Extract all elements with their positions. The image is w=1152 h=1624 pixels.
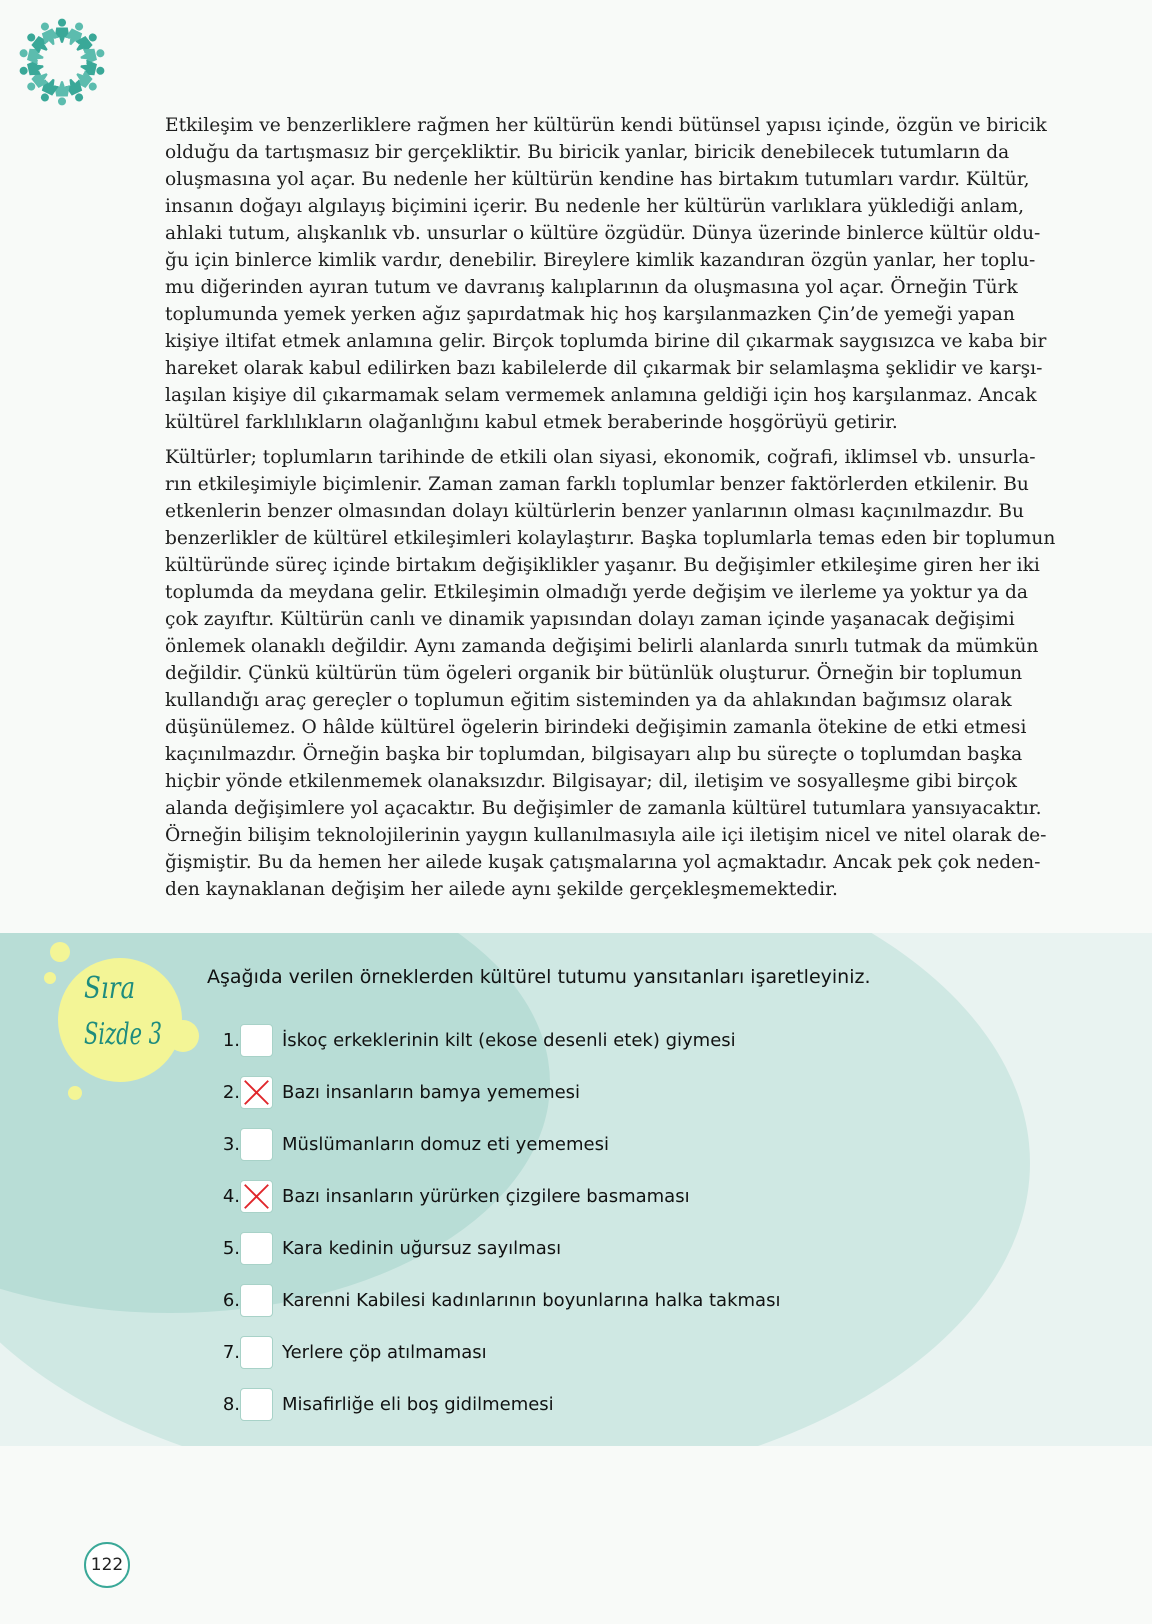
item-checkbox[interactable] bbox=[240, 1336, 273, 1369]
item-checkbox[interactable] bbox=[240, 1024, 273, 1057]
text-line: kullandığı araç gereçler o toplumun eğitim sisteminden ya da ahlakından bağımsız olarak bbox=[165, 690, 1012, 711]
text-line: hareket olarak kabul edilirken bazı kabilelerde dil çıkarmak bir selamlaşma şeklidir ve karşı- bbox=[165, 358, 1043, 379]
item-number: 3. bbox=[222, 1134, 240, 1155]
text-line: hiçbir yönde etkilenmemek olanaksızdır. Bilgisayar; dil, iletişim ve sosyalleşme gibi birçok bbox=[165, 771, 1018, 792]
exercise-item bbox=[214, 1336, 914, 1370]
text-line: Etkileşim ve benzerliklere rağmen her kültürün kendi bütünsel yapısı içinde, özgün ve biricik bbox=[165, 115, 1047, 136]
text-line: insanın doğayı algılayış biçimini içerir. Bu nedenle her kültürün varlıklara yüklediği anlam, bbox=[165, 196, 1025, 217]
item-checkbox[interactable] bbox=[240, 1232, 273, 1265]
text-line: den kaynaklanan değişim her ailede aynı şekilde gerçekleşmemektedir. bbox=[165, 879, 838, 900]
text-line: ğişmiştir. Bu da hemen her ailede kuşak çatışmalarına yol açmaktadır. Ancak pek çok neden- bbox=[165, 852, 1041, 873]
red-cross-mark-icon bbox=[241, 1077, 272, 1108]
text-line: benzerlikler de kültürel etkileşimleri kolaylaştırır. Başka toplumlarla temas eden bir toplumun bbox=[165, 528, 1056, 549]
item-label: Yerlere çöp atılmaması bbox=[282, 1342, 487, 1363]
exercise-item bbox=[214, 1128, 914, 1162]
badge-line-1: Sıra bbox=[84, 971, 136, 1006]
paragraph bbox=[165, 444, 1056, 903]
text-line: kişiye iltifat etmek anlamına gelir. Birçok toplumda birine dil çıkarmak saygısızca ve kaba bir bbox=[165, 331, 1047, 352]
text-line: kültürel farklılıkların olağanlığını kabul etmek beraberinde hoşgörüyü getirir. bbox=[165, 412, 898, 433]
item-label: Bazı insanların yürürken çizgilere basmaması bbox=[282, 1186, 690, 1207]
text-line: laşılan kişiye dil çıkarmamak selam vermemek anlamına geldiği için hoş karşılanmaz. Ancak bbox=[165, 385, 1037, 406]
text-line: Örneğin bilişim teknolojilerinin yaygın kullanılmasıyla aile içi iletişim nicel ve nitel olarak de- bbox=[165, 825, 1047, 846]
paragraph bbox=[165, 112, 1047, 436]
text-line: etkenlerin benzer olmasından dolayı kültürlerin benzer yanlarının olması kaçınılmazdır. Bu bbox=[165, 501, 1024, 522]
item-number: 1. bbox=[222, 1030, 240, 1051]
text-line: ğu için binlerce kimlik vardır, denebilir. Bireylere kimlik kazandıran özgün yanlar, her toplu- bbox=[165, 250, 1036, 271]
item-number: 7. bbox=[222, 1342, 240, 1363]
item-number: 6. bbox=[222, 1290, 240, 1311]
text-line: düşünülemez. O hâlde kültürel ögelerin birindeki değişimin zamanla ötekine de etki etmesi bbox=[165, 717, 1027, 738]
exercise-item bbox=[214, 1284, 914, 1318]
text-line: oluşmasına yol açar. Bu nedenle her kültürün kendine has birtakım tutumları vardır. Kültür, bbox=[165, 169, 1030, 190]
exercise-item bbox=[214, 1180, 914, 1214]
text-line: olduğu da tartışmasız bir gerçekliktir. Bu biricik yanlar, biricik denebilecek tutumların da bbox=[165, 142, 1010, 163]
badge-line-2: Sizde 3 bbox=[84, 1017, 163, 1053]
item-label: Müslümanların domuz eti yememesi bbox=[282, 1134, 609, 1155]
text-line: önlemek olanaklı değildir. Aynı zamanda değişimi belirli alanlarda sınırlı tutmak da mümkün bbox=[165, 636, 1039, 657]
item-checkbox[interactable] bbox=[240, 1076, 273, 1109]
text-line: kaçınılmazdır. Örneğin başka bir toplumdan, bilgisayarı alıp bu süreçte o toplumdan başka bbox=[165, 744, 1023, 765]
text-line: toplumunda yemek yerken ağız şapırdatmak hiç hoş karşılanmazken Çin’de yemeği yapan bbox=[165, 304, 1015, 325]
text-line: değildir. Çünkü kültürün tüm ögeleri organik bir bütünlük oluşturur. Örneğin bir toplumun bbox=[165, 663, 1023, 684]
text-line: toplumda da meydana gelir. Etkileşimin olmadığı yerde değişim ve ilerleme ya yoktur ya da bbox=[165, 582, 1029, 603]
item-checkbox[interactable] bbox=[240, 1128, 273, 1161]
item-label: Karenni Kabilesi kadınlarının boyunlarına halka takması bbox=[282, 1290, 781, 1311]
text-line: kültüründe süreç içinde birtakım değişiklikler yaşanır. Bu değişimler etkileşime giren her iki bbox=[165, 555, 1040, 576]
item-label: Kara kedinin uğursuz sayılması bbox=[282, 1238, 562, 1259]
item-number: 8. bbox=[222, 1394, 240, 1415]
people-circle-logo-icon bbox=[14, 14, 110, 110]
exercise-item bbox=[214, 1388, 914, 1422]
item-number: 2. bbox=[222, 1082, 240, 1103]
text-line: ahlaki tutum, alışkanlık vb. unsurlar o kültüre özgüdür. Dünya üzerinde binlerce kültür oldu- bbox=[165, 223, 1041, 244]
item-checkbox[interactable] bbox=[240, 1284, 273, 1317]
item-checkbox[interactable] bbox=[240, 1180, 273, 1213]
sira-sizde-badge bbox=[40, 938, 205, 1113]
text-line: rın etkileşimiyle biçimlenir. Zaman zaman farklı toplumlar benzer faktörlerden etkilenir. Bu bbox=[165, 474, 1029, 495]
item-label: İskoç erkeklerinin kilt (ekose desenli etek) giymesi bbox=[282, 1030, 736, 1051]
text-line: çok zayıftır. Kültürün canlı ve dinamik yapısından dolayı zaman içinde yaşanacak değişimi bbox=[165, 609, 1015, 630]
exercise-panel bbox=[0, 933, 1152, 1446]
exercise-item bbox=[214, 1232, 914, 1266]
exercise-item bbox=[214, 1076, 914, 1110]
text-line: alanda değişimlere yol açacaktır. Bu değişimler de zamanla kültürel tutumlara yansıyacaktır. bbox=[165, 798, 1042, 819]
red-cross-mark-icon bbox=[241, 1181, 272, 1212]
item-label: Misafirliğe eli boş gidilmemesi bbox=[282, 1394, 554, 1415]
text-line: Kültürler; toplumların tarihinde de etkili olan siyasi, ekonomik, coğrafi, iklimsel vb. unsurla- bbox=[165, 447, 1036, 468]
exercise-instruction: Aşağıda verilen örneklerden kültürel tutumu yansıtanları işaretleyiniz. bbox=[207, 966, 871, 988]
item-checkbox[interactable] bbox=[240, 1388, 273, 1421]
item-label: Bazı insanların bamya yememesi bbox=[282, 1082, 581, 1103]
body-text bbox=[165, 112, 1056, 911]
item-number: 4. bbox=[222, 1186, 240, 1207]
text-line: mu diğerinden ayıran tutum ve davranış kalıplarının da oluşmasına yol açar. Örneğin Türk bbox=[165, 277, 1018, 298]
page-number: 122 bbox=[84, 1542, 130, 1588]
item-number: 5. bbox=[222, 1238, 240, 1259]
exercise-item bbox=[214, 1024, 914, 1058]
